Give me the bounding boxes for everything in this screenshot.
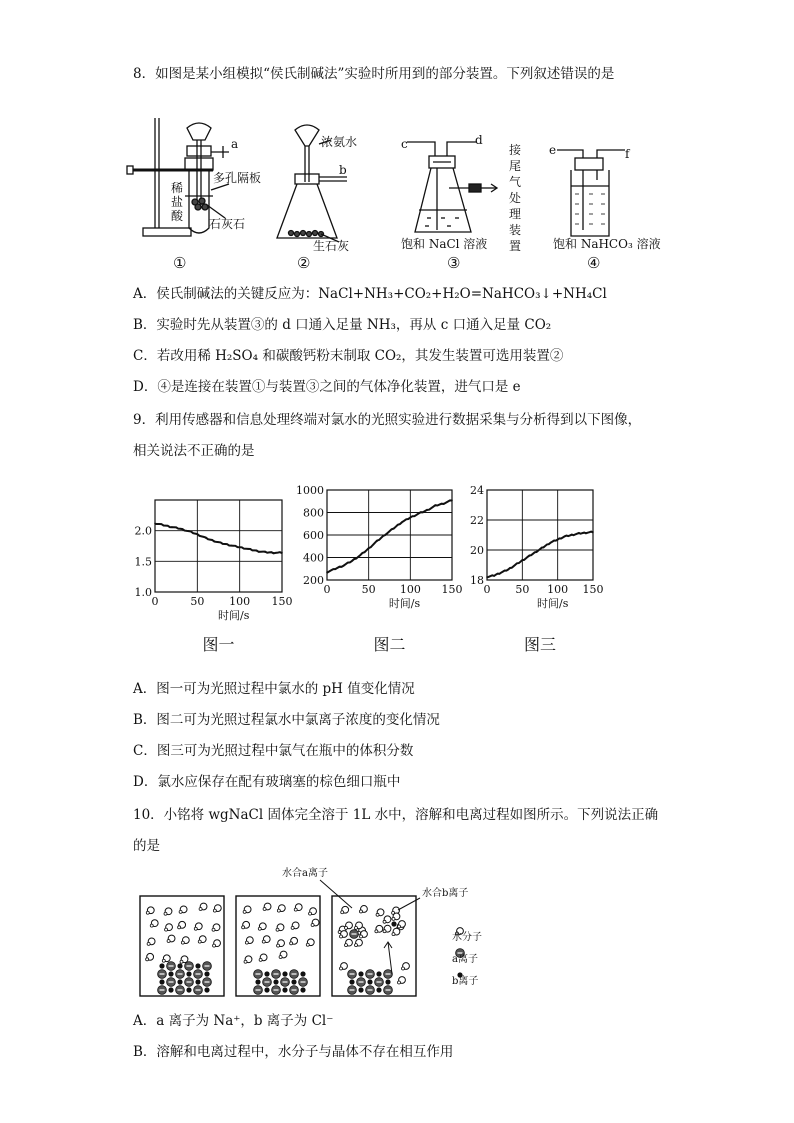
q8-option-d: D．④是连接在装置①与装置③之间的气体净化装置，进气口是 e [133,379,521,395]
label-tail-3: 气 [509,175,522,189]
data-point [180,528,182,530]
data-point [171,526,173,528]
data-point [197,534,199,536]
data-point [522,560,524,562]
data-point [393,527,395,529]
y-tick-label: 400 [303,551,324,565]
b-ion [168,987,173,992]
legend-water: 水分子 [452,932,482,943]
q9-option-b: B．图二可为光照过程氯水中氯离子浓度的变化情况 [133,712,440,728]
q9-stem-line1: 9．利用传感器和信息处理终端对氯水的光照实验进行数据采集与分析得到以下图像， [133,412,642,428]
data-point [578,533,580,535]
data-point [154,523,156,525]
label-hydrated-b: 水合b离子 [422,888,469,899]
water-molecule [150,924,153,927]
data-point [326,571,328,573]
data-point [247,548,249,550]
data-point [385,534,387,536]
water-molecule [355,926,358,929]
x-tick-label: 50 [190,595,205,608]
water-molecule [180,960,183,963]
data-point [213,540,215,542]
x-tick-label: 150 [271,595,293,608]
label-dilute-acid-3: 酸 [171,209,184,223]
label-n3: ③ [447,254,461,272]
data-point [500,572,502,574]
b-ion [358,987,363,992]
y-tick-label: 20 [470,544,484,557]
b-ion [177,963,182,968]
x-tick-label: 150 [582,583,604,596]
data-point [351,560,353,562]
label-c: c [401,137,408,151]
y-tick-label: 1.5 [134,555,152,569]
data-point [368,548,370,550]
data-point [529,555,531,557]
x-tick-label: 0 [323,583,331,596]
series-line [327,500,452,572]
b-ion [291,979,296,984]
water-molecule [341,911,344,914]
y-tick-label: 600 [303,529,324,542]
water-molecule [212,928,215,931]
y-tick-label: 1.0 [134,586,152,599]
label-quicklime: 生石灰 [313,239,350,253]
water-molecule [340,967,343,970]
b-ion [300,971,305,976]
y-tick-label: 2.0 [134,524,152,538]
data-point [273,552,275,554]
data-point [188,530,190,532]
b-ion [264,971,269,976]
water-molecule [164,912,167,915]
b-ion [159,963,164,968]
label-tail-7: 置 [509,239,522,253]
q8-apparatus-figure [125,110,670,275]
water-molecule [167,939,170,942]
water-molecule [165,928,168,931]
water-molecule [213,944,216,947]
data-point [360,554,362,556]
water-molecule [355,944,358,947]
y-tick-label: 200 [303,574,324,587]
water-molecule [375,930,378,933]
label-f: f [625,147,630,161]
label-e: e [549,143,557,157]
data-point [376,540,378,542]
data-point [222,543,224,545]
b-ion [367,979,372,984]
data-point [163,524,165,526]
data-point [536,551,538,553]
data-point [514,564,516,566]
data-point [451,499,453,501]
q8-option-b: B．实验时先从装置③的 d 口通入足量 NH₃，再从 c 口通入足量 CO₂ [133,317,552,333]
water-molecule [276,928,279,931]
label-limestone: 石灰石 [209,217,246,231]
legend-b-ion: b离子 [452,976,479,987]
legend-a-ion: a离子 [452,954,478,965]
water-molecule [360,935,363,938]
q10-option-b: B．溶解和电离过程中，水分子与晶体不存在相互作用 [133,1044,454,1060]
data-point [486,576,488,578]
data-point [264,551,266,553]
b-ion [186,987,191,992]
water-molecule [383,930,386,933]
label-tail-1: 接 [509,143,522,157]
b-ion [264,987,269,992]
b-ion [376,987,381,992]
water-molecule [309,912,312,915]
q8-stem: 8．如图是某小组模拟“侯氏制碱法”实验时所用到的部分装置。下列叙述错误的是 [133,66,615,82]
water-molecule [383,920,386,923]
q9-option-a: A．图一可为光照过程中氯水的 pH 值变化情况 [133,681,415,697]
water-molecule [146,958,149,961]
water-molecule [147,942,150,945]
label-hydrated-a: 水合a离子 [282,868,328,879]
q10-stem-line2: 的是 [133,838,160,854]
y-tick-label: 18 [470,574,484,587]
water-molecule [345,944,348,947]
data-point [230,545,232,547]
b-ion [186,971,191,976]
water-molecule [345,926,348,929]
label-dilute-acid-1: 稀 [171,181,184,195]
water-molecule [398,981,401,984]
data-point [410,517,412,519]
water-molecule [199,907,202,910]
label-tail-4: 处 [509,191,522,205]
b-ion [282,987,287,992]
water-molecule [392,917,395,920]
x-tick-label: 100 [229,595,251,608]
label-a: a [231,137,239,151]
chart-1 [135,500,293,654]
label-dilute-acid-2: 盐 [171,195,184,209]
data-point [507,569,509,571]
label-b: b [339,163,347,177]
water-molecule [162,959,165,962]
label-sat-nahco3: 饱和 NaHCO₃ 溶液 [553,237,661,251]
water-molecule [146,911,149,914]
water-molecule [194,927,197,930]
b-ion [385,979,390,984]
data-point [426,509,428,511]
water-molecule [242,926,245,929]
water-molecule [245,941,248,944]
b-ion [195,979,200,984]
data-point [592,531,594,533]
x-axis-label: 时间/s [537,597,569,610]
b-ion [273,979,278,984]
q10-stem-line1: 10．小铭将 wgNaCl 固体完全溶于 1L 水中，溶解和电离过程如图所示。下列说法正确 [133,807,659,823]
data-point [343,565,345,567]
b-ion [255,979,260,984]
label-n2: ② [297,254,311,272]
b-ion [282,971,287,976]
water-molecule [258,927,261,930]
chart-3 [470,484,604,654]
x-tick-label: 0 [483,583,491,596]
x-tick-label: 0 [151,595,159,608]
x-tick-label: 150 [441,583,463,596]
b-ion [300,987,305,992]
b-ion [391,921,396,926]
y-tick-label: 24 [470,484,484,497]
water-molecule [262,940,265,943]
data-point [543,546,545,548]
data-point [493,575,495,577]
label-porous-plate: 多孔隔板 [213,171,262,185]
data-point [564,536,566,538]
label-conc-ammonia: 浓氨水 [321,135,358,149]
water-molecule [181,941,184,944]
y-tick-label: 800 [303,506,324,520]
q9-option-c: C．图三可为光照过程中氯气在瓶中的体积分数 [133,743,414,759]
water-molecule [392,933,395,936]
water-molecule [178,926,181,929]
q10-dissolution-figure [130,862,530,1002]
x-tick-label: 100 [547,583,569,596]
series-line [155,524,282,553]
b-ion [177,979,182,984]
x-tick-label: 50 [361,583,376,596]
x-tick-label: 100 [399,583,421,596]
label-sat-nacl: 饱和 NaCl 溶液 [401,237,488,251]
q9-charts [125,478,625,660]
b-ion [168,971,173,976]
water-molecule [311,923,314,926]
data-point [335,568,337,570]
water-molecule [277,944,280,947]
b-ion [376,971,381,976]
x-tick-label: 50 [515,583,530,596]
q8-option-c: C．若改用稀 H₂SO₄ 和碳酸钙粉末制取 CO₂，其发生装置可选用装置② [133,348,564,364]
y-tick-label: 1000 [296,484,324,497]
chart-caption: 图一 [202,635,235,654]
data-point [443,503,445,505]
water-molecule [179,910,182,913]
data-point [205,537,207,539]
b-ion [204,987,209,992]
water-molecule [376,913,379,916]
water-molecule [306,943,309,946]
water-molecule [279,955,282,958]
data-point [401,521,403,523]
water-molecule [198,940,201,943]
data-point [550,542,552,544]
water-molecule [277,909,280,912]
q10-option-a: A．a 离子为 Na⁺，b 离子为 Cl⁻ [133,1013,334,1029]
water-molecule [243,910,246,913]
apparatus-3 [407,142,497,232]
data-point [239,546,241,548]
x-axis-label: 时间/s [388,597,421,610]
data-point [557,539,559,541]
label-n1: ① [173,254,187,272]
data-point [585,532,587,534]
b-ion [204,971,209,976]
label-tail-5: 理 [509,207,522,221]
water-molecule [291,926,294,929]
label-tail-6: 装 [509,223,522,237]
b-ion [349,979,354,984]
plot-frame [155,500,282,592]
y-tick-label: 22 [470,514,484,527]
water-molecule [263,907,266,910]
data-point [281,552,283,554]
water-molecule [402,967,405,970]
chart-caption: 图三 [523,635,557,654]
apparatus-4 [557,150,625,236]
water-molecule [340,935,343,938]
q9-option-d: D．氯水应保存在配有玻璃塞的棕色细口瓶中 [133,774,401,790]
label-tail-2: 尾 [509,159,522,173]
water-molecule [259,958,262,961]
series-line [487,532,593,578]
label-d: d [475,133,483,147]
b-ion [358,971,363,976]
q9-stem-line2: 相关说法不正确的是 [133,443,255,459]
x-axis-label: 时间/s [218,609,250,622]
data-point [435,505,437,507]
water-molecule [398,925,401,928]
b-ion [159,979,164,984]
q8-option-a: A．侯氏制碱法的关键反应为：NaCl+NH₃+CO₂+H₂O=NaHCO₃↓+NH₄Cl [133,286,607,302]
water-molecule [290,942,293,945]
label-n4: ④ [587,254,601,272]
data-point [418,513,420,515]
data-point [571,534,573,536]
data-point [256,550,258,552]
chart-2 [296,484,463,654]
chart-caption: 图二 [373,635,406,654]
b-ion [195,963,200,968]
plot-frame [487,490,593,580]
water-molecule [359,910,362,913]
water-molecule [244,960,247,963]
water-molecule [294,908,297,911]
water-molecule [213,909,216,912]
